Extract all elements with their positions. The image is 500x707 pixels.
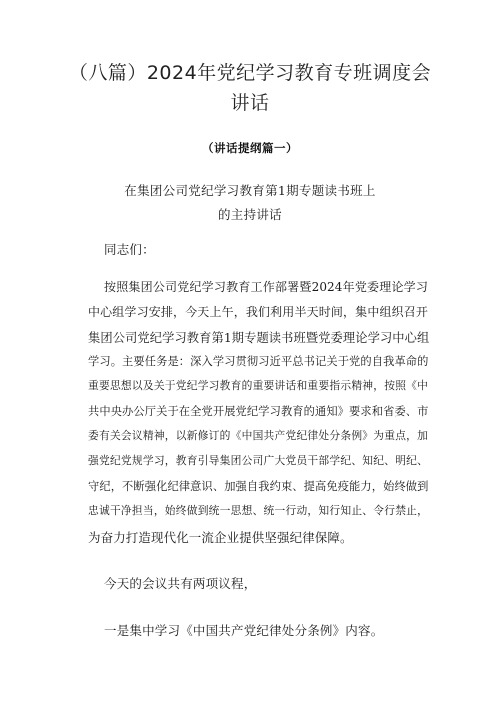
paragraph-1-line: 按照集团公司党纪学习教育工作部署暨2024年党委理论学习 bbox=[104, 280, 428, 294]
salutation: 同志们： bbox=[104, 242, 155, 257]
document-title-line-2: 讲话 bbox=[230, 92, 270, 114]
paragraph-1-line: 学习。主要任务是：深入学习贯彻习近平总书记关于党的自我革命的 bbox=[88, 355, 429, 368]
document-title-line-1: （八篇）2024年党纪学习教育专班调度会 bbox=[68, 62, 432, 84]
section-heading: （讲话提纲篇一） bbox=[202, 141, 298, 155]
paragraph-3: 一是集中学习《中国共产党纪律处分条例》内容。 bbox=[104, 623, 384, 638]
paragraph-1-line: 忠诚干净担当，始终做到统一思想、统一行动，知行知止、令行禁止， bbox=[88, 504, 428, 517]
paragraph-1-line: 中心组学习安排，今天上午，我们利用半天时间，集中组织召开 bbox=[88, 305, 428, 319]
paragraph-1-line: 共中央办公厅关于在全党开展党纪学习教育的通知》要求和省委、市 bbox=[88, 405, 429, 418]
paragraph-1-line: 重要思想以及关于党纪学习教育的重要讲话和重要指示精神，按照《中 bbox=[88, 379, 428, 392]
paragraph-1-line: 为奋力打造现代化一流企业提供坚强纪律保障。 bbox=[88, 530, 353, 545]
paragraph-1-line: 委有关会议精神，以新修订的《中国共产党纪律处分条例》为重点，加 bbox=[88, 429, 428, 442]
paragraph-1-line: 守纪，不断强化纪律意识、加强自我约束、提高免疫能力，始终做到 bbox=[88, 480, 429, 493]
speech-title-line-2: 的主持讲话 bbox=[217, 207, 282, 222]
speech-title-line-1: 在集团公司党纪学习教育第1期专题读书班上 bbox=[124, 183, 376, 198]
paragraph-1-line: 强党纪党规学习，教育引导集团公司广大党员干部学纪、知纪、明纪、 bbox=[88, 454, 428, 467]
paragraph-1-line: 集团公司党纪学习教育第1期专题读书班暨党委理论学习中心组 bbox=[88, 331, 430, 345]
paragraph-2: 今天的会议共有两项议程， bbox=[104, 576, 257, 591]
